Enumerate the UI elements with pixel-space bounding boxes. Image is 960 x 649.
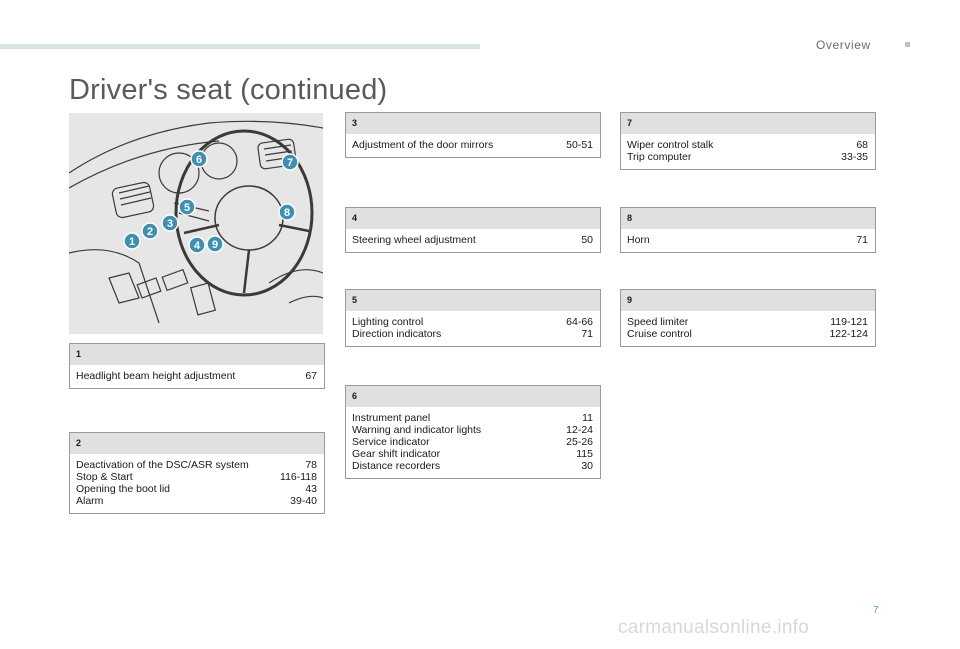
item-pages: 71 <box>581 328 593 340</box>
list-item <box>627 316 868 328</box>
info-box-6 <box>345 385 601 479</box>
item-pages: 78 <box>305 459 317 471</box>
item-pages: 11 <box>582 412 593 424</box>
box-number: 8 <box>621 208 875 229</box>
cockpit-illustration <box>69 113 323 334</box>
cockpit-drawing <box>69 113 323 334</box>
item-pages: 25-26 <box>566 436 593 448</box>
item-label: Distance recorders <box>352 460 441 472</box>
marker-9-label: 9 <box>211 239 219 251</box>
list-item <box>76 459 317 471</box>
list-item <box>627 234 868 246</box>
list-item <box>627 139 868 151</box>
item-pages: 50 <box>581 234 593 246</box>
item-label: Adjustment of the door mirrors <box>352 139 494 151</box>
item-pages: 67 <box>305 370 317 382</box>
info-box-9 <box>620 289 876 347</box>
watermark: carmanualsonline.info <box>618 617 810 638</box>
box-number: 4 <box>346 208 600 229</box>
info-box-3 <box>345 112 601 158</box>
list-item <box>76 483 317 495</box>
item-pages: 68 <box>856 139 868 151</box>
item-pages: 12-24 <box>566 424 593 436</box>
marker-8-label: 8 <box>283 207 291 219</box>
item-pages: 119-121 <box>830 316 868 328</box>
item-label: Instrument panel <box>352 412 431 424</box>
number-markers <box>124 151 298 253</box>
info-box-8 <box>620 207 876 253</box>
box-number: 9 <box>621 290 875 311</box>
box-number: 3 <box>346 113 600 134</box>
item-label: Opening the boot lid <box>76 483 170 495</box>
marker-6-label: 6 <box>195 154 203 166</box>
item-pages: 30 <box>581 460 593 472</box>
item-label: Alarm <box>76 495 104 507</box>
item-label: Lighting control <box>352 316 424 328</box>
section-marker <box>905 42 910 47</box>
list-item <box>352 328 593 340</box>
list-item <box>352 234 593 246</box>
item-label: Deactivation of the DSC/ASR system <box>76 459 249 471</box>
box-number: 5 <box>346 290 600 311</box>
info-box-5 <box>345 289 601 347</box>
list-item <box>76 495 317 507</box>
list-item <box>352 316 593 328</box>
list-item <box>76 471 317 483</box>
header-rule <box>0 44 480 49</box>
info-box-4 <box>345 207 601 253</box>
box-number: 7 <box>621 113 875 134</box>
box-number: 6 <box>346 386 600 407</box>
page-title: Driver's seat (continued) <box>69 74 388 106</box>
item-label: Stop & Start <box>76 471 133 483</box>
section-name: Overview <box>816 38 871 52</box>
item-label: Direction indicators <box>352 328 442 340</box>
item-pages: 39-40 <box>290 495 317 507</box>
item-pages: 64-66 <box>566 316 593 328</box>
item-pages: 71 <box>856 234 868 246</box>
list-item <box>352 436 593 448</box>
box-number: 1 <box>70 344 324 365</box>
item-label: Cruise control <box>627 328 692 340</box>
item-label: Trip computer <box>627 151 692 163</box>
info-box-2 <box>69 432 325 514</box>
item-label: Service indicator <box>352 436 430 448</box>
list-item <box>627 151 868 163</box>
info-box-1 <box>69 343 325 389</box>
item-label: Gear shift indicator <box>352 448 441 460</box>
item-pages: 50-51 <box>566 139 593 151</box>
item-label: Speed limiter <box>627 316 689 328</box>
marker-4-label: 4 <box>193 240 201 252</box>
item-label: Headlight beam height adjustment <box>76 370 236 382</box>
info-box-7 <box>620 112 876 170</box>
list-item <box>627 328 868 340</box>
item-pages: 43 <box>305 483 317 495</box>
marker-3-label: 3 <box>166 218 174 230</box>
item-pages: 33-35 <box>841 151 868 163</box>
item-pages: 115 <box>576 448 593 460</box>
item-pages: 116-118 <box>280 471 317 483</box>
marker-2-label: 2 <box>146 226 154 238</box>
box-number: 2 <box>70 433 324 454</box>
item-label: Steering wheel adjustment <box>352 234 476 246</box>
list-item <box>352 424 593 436</box>
list-item <box>352 460 593 472</box>
page-number: 7 <box>873 605 879 616</box>
item-label: Horn <box>627 234 650 246</box>
list-item <box>352 448 593 460</box>
list-item <box>352 412 593 424</box>
list-item <box>76 370 317 382</box>
marker-7-label: 7 <box>286 157 294 169</box>
marker-1-label: 1 <box>128 236 136 248</box>
item-label: Wiper control stalk <box>627 139 714 151</box>
marker-5-label: 5 <box>183 202 191 214</box>
list-item <box>352 139 593 151</box>
item-pages: 122-124 <box>829 328 868 340</box>
item-label: Warning and indicator lights <box>352 424 482 436</box>
